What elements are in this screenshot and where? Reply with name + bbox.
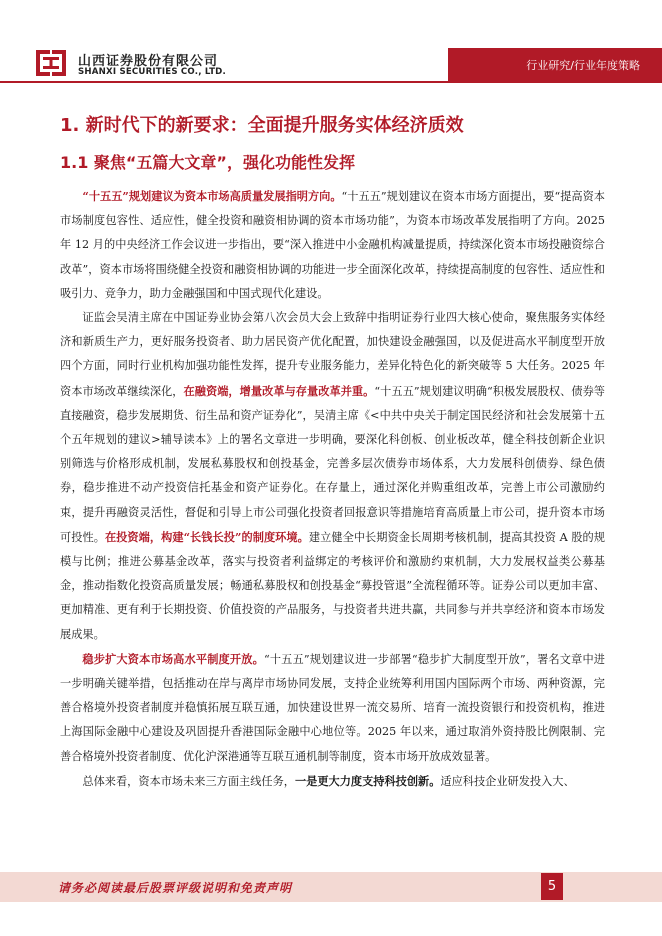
paragraph-2-text-3: 建立健全中长期资金长周期考核机制，提高其投资 A 股的规模与比例；推进公募基金改革，落实与投资者利益绑定的考核评价和激励约束机制，大力发展权益类公募基金，推动指数化投资高质量发展；畅通私募股权和创投基金“募投管退”全流程循环等。证券公司以更加丰富、更加精准、更有利于长期投资、价值投资的产品服务，与投资者共进共赢，共同参与并共享经济和资本市场发展成果。 <box>60 530 605 641</box>
paragraph-3-text: “十五五”规划建议进一步部署“稳步扩大制度型开放”，署名文章中进一步明确关键举措，包括推动在岸与离岸市场协同发展，支持企业统筹利用国内国际两个市场、两种资源，完善合格境外投资者制度并稳慎拓展互联互通，加快建设世界一流交易所、培育一流投资银行和投资机构，推进上海国际金融中心建设及巩固提升香港国际金融中心地位等。2025 年以来，通过取消外资持股比例限制、完善合格境外投资者制度、优化沪深港通等互联互通机制等制度，资本市场开放成效显著。 <box>60 652 605 763</box>
paragraph-2-highlight-2: 在投资端，构建“长钱长投”的制度环境。 <box>104 529 309 544</box>
paragraph-2 <box>60 306 605 647</box>
report-body <box>60 184 605 794</box>
paragraph-1 <box>60 184 605 306</box>
page-header <box>0 0 662 96</box>
section-heading: 1. 新时代下的新要求：全面提升服务实体经济质效 <box>60 115 464 136</box>
paragraph-2-text-1: 证监会吴清主席在中国证券业协会第八次会员大会上致辞中指明证券行业四大核心使命，聚焦服务实体经济和新质生产力，更好服务投资者、助力居民资产优化配置，加快建设金融强国，以及促进高水平制度型开放四个方面，同时行业机构加强功能性发挥，提升专业服务能力，差异化特色化的新突破等 5 大任务。2025 年资本市场改革继续深化， <box>60 311 605 398</box>
subsection-heading: 1.1 聚焦“五篇大文章”，强化功能性发挥 <box>60 153 355 172</box>
paragraph-3 <box>60 647 605 769</box>
report-type-label: 行业研究/行业年度策略 <box>526 59 640 72</box>
paragraph-2-highlight-1: 在融资端，增量改革与存量改革并重。 <box>183 383 375 398</box>
paragraph-3-lead: 稳步扩大资本市场高水平制度开放。 <box>82 651 264 666</box>
paragraph-4 <box>60 769 605 794</box>
paragraph-4-text-2: 适应科技企业研发投入大、 <box>440 774 575 788</box>
paragraph-1-lead: “十五五”规划建议为资本市场高质量发展指明方向。 <box>82 189 342 203</box>
header-divider <box>0 81 662 83</box>
paragraph-1-text: “十五五”规划建议在资本市场方面提出，要“提高资本市场制度包容性、适应性，健全投资和融资相协调的资本市场功能”，为资本市场改革发展指明了方向。2025 年 12 月的中央经济工作会议进一步指出，要“深入推进中小金融机构减量提质，持续深化资本市场投融资综合改革”，资本市场将围绕健全投资和融资相协调的功能进一步全面深化改革，持续提高制度的包容性、适应性和吸引力、竞争力，助力金融强国和中国式现代化建设。 <box>60 190 605 300</box>
paragraph-4-text-1: 总体来看，资本市场未来三方面主线任务， <box>82 774 295 788</box>
paragraph-2-text-2: “十五五”规划建议明确“积极发展股权、债券等直接融资，稳步发展期货、衍生品和资产证券化”，吴清主席《<中共中央关于制定国民经济和社会发展第十五个五年规划的建议>辅导读本》上的署名文章进一步明确，要深化科创板、创业板改革，健全科技创新企业识别筛选与价格形成机制，发展私募股权和创投基金，完善多层次债券市场体系，大力发展科创债券、绿色债券，稳步推进不动产投资信托基金和资产证券化。在存量上，通过深化并购重组改革，完善上市公司激励约束，提升再融资灵活性，督促和引导上市公司强化投资者回报意识等措施培育高质量上市公司，提升资本市场可投性。 <box>60 384 605 544</box>
footer-disclaimer: 请务必阅读最后股票评级说明和免责声明 <box>58 881 293 895</box>
company-logo-icon <box>34 48 68 78</box>
company-name-en: SHANXI SECURITIES CO., LTD. <box>78 67 226 77</box>
paragraph-4-bold: 一是更大力度支持科技创新。 <box>294 773 441 788</box>
report-type-banner <box>448 48 662 82</box>
company-name-cn: 山西证券股份有限公司 <box>78 54 219 69</box>
page-number: 5 <box>541 873 563 900</box>
